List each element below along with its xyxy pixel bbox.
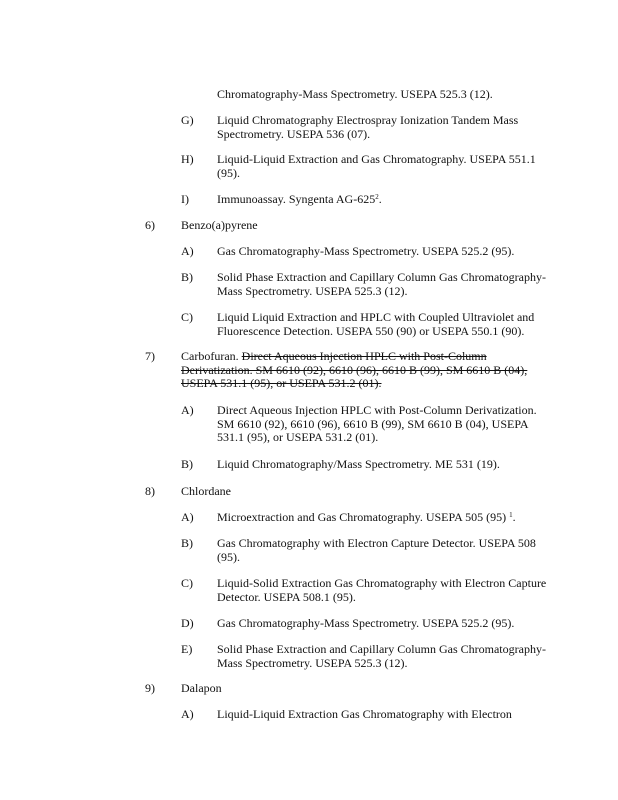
item-letter: A) — [181, 707, 194, 721]
item-text: Solid Phase Extraction and Capillary Column Gas Chromatography-Mass Spectrometry. USEPA 525.3 (12). — [217, 270, 546, 298]
section-number: 6) — [145, 218, 155, 232]
section-number: 7) — [145, 349, 155, 363]
item-text-with-footnote — [217, 193, 547, 207]
item-text: Liquid-Solid Extraction Gas Chromatography with Electron Capture Detector. USEPA 508.1 (95). — [217, 576, 547, 604]
section-number: 8) — [145, 484, 155, 498]
item-letter: E) — [181, 642, 193, 656]
item-letter: A) — [181, 244, 194, 258]
item-letter: H) — [181, 152, 194, 166]
item-text: Liquid-Liquid Extraction and Gas Chromatography. USEPA 551.1 (95). — [217, 152, 536, 180]
item-text-tail: . — [378, 192, 382, 206]
section-number: 9) — [145, 681, 155, 695]
section-title: Carbofuran. — [181, 349, 239, 363]
section-title: Chlordane — [181, 484, 231, 498]
item-text-tail: . — [512, 510, 516, 524]
section-title: Benzo(a)pyrene — [181, 218, 258, 232]
item-text-with-footnote — [217, 511, 547, 525]
continuation-text: Chromatography-Mass Spectrometry. USEPA 525.3 (12). — [217, 87, 493, 101]
item-letter: B) — [181, 457, 193, 471]
item-text: Gas Chromatography with Electron Capture Detector. USEPA 508 (95). — [217, 536, 536, 564]
section-heading — [181, 350, 551, 391]
footnote-marker: 1 — [509, 511, 513, 519]
item-letter: C) — [181, 576, 193, 590]
item-letter: G) — [181, 113, 194, 127]
item-text: Direct Aqueous Injection HPLC with Post-Column Derivatization. SM 6610 (92), 6610 (96), 6610 B (99), SM 6610 B (04), USEPA 531.1 (95), or USEPA 531.2 (01). — [217, 403, 537, 444]
item-text: Liquid Chromatography/Mass Spectrometry. ME 531 (19). — [217, 457, 500, 471]
item-letter: D) — [181, 616, 194, 630]
struck-text: Direct Aqueous Injection HPLC with Post-Column Derivatization. SM 6610 (92), 6610 (96), 6610 B (99), SM 6610 B (04), USEPA 531.1 (95), or USEPA 531.2 (01). — [181, 349, 528, 390]
item-text: Immunoassay. Syngenta AG-625 — [217, 192, 376, 206]
item-text: Gas Chromatography-Mass Spectrometry. USEPA 525.2 (95). — [217, 244, 515, 258]
footnote-marker: 2 — [375, 193, 379, 201]
item-letter: A) — [181, 510, 194, 524]
item-letter: A) — [181, 403, 194, 417]
item-letter: I) — [181, 192, 189, 206]
section-title: Dalapon — [181, 681, 222, 695]
item-text: Gas Chromatography-Mass Spectrometry. USEPA 525.2 (95). — [217, 616, 515, 630]
item-text: Liquid Chromatography Electrospray Ionization Tandem Mass Spectrometry. USEPA 536 (07). — [217, 113, 519, 141]
item-letter: B) — [181, 270, 193, 284]
item-letter: B) — [181, 536, 193, 550]
item-text: Microextraction and Gas Chromatography. USEPA 505 (95) — [217, 510, 507, 524]
item-text: Liquid-Liquid Extraction Gas Chromatography with Electron — [217, 707, 512, 721]
item-text: Solid Phase Extraction and Capillary Column Gas Chromatography-Mass Spectrometry. USEPA 525.3 (12). — [217, 642, 546, 670]
item-letter: C) — [181, 310, 193, 324]
item-text: Liquid Liquid Extraction and HPLC with Coupled Ultraviolet and Fluorescence Detection. USEPA 550 (90) or USEPA 550.1 (90). — [217, 310, 535, 338]
